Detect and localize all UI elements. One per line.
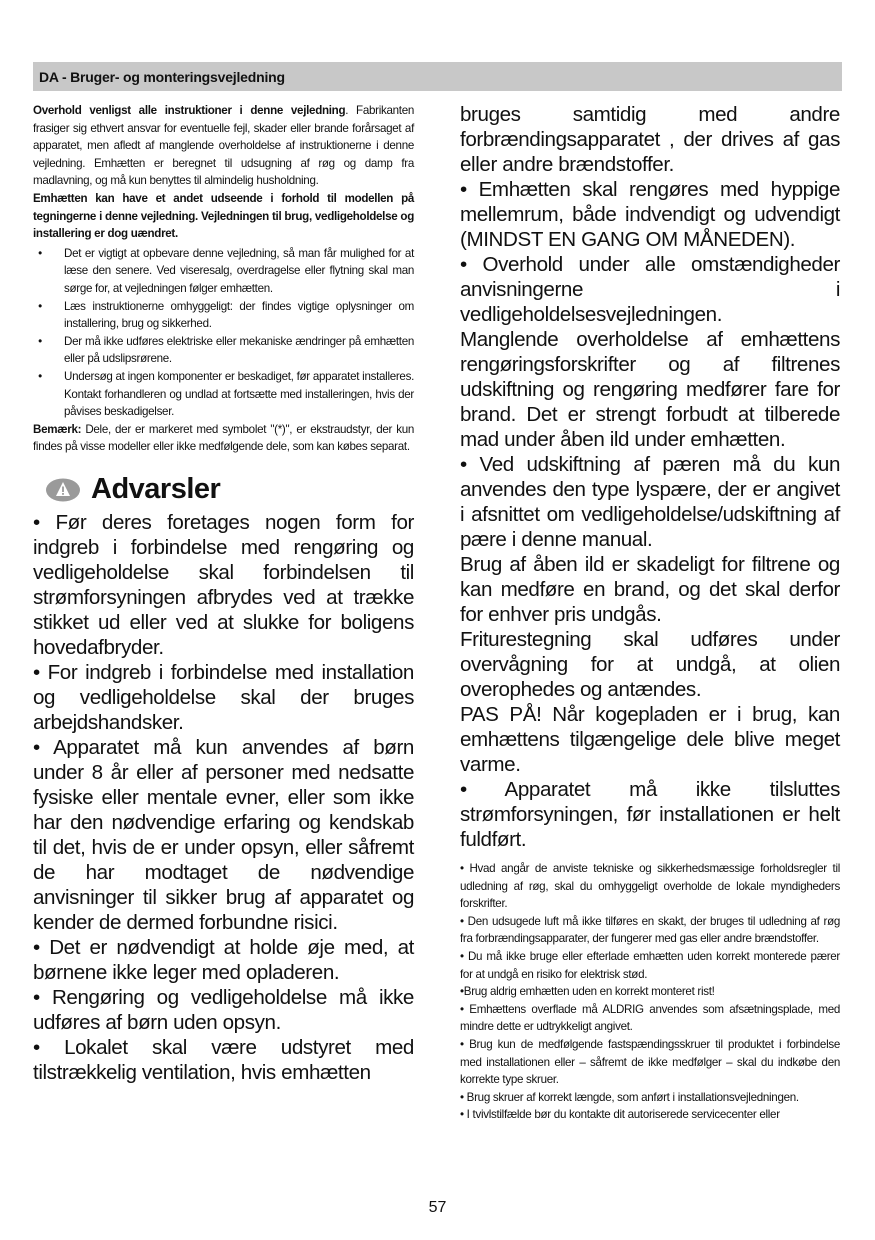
small-warning-paragraph: • I tvivlstilfælde bør du kontakte dit autoriserede servicecenter eller	[460, 1108, 780, 1122]
list-item: • Det er vigtigt at opbevare denne vejledning, så man får mulighed for at læse den senere. Ved viseresalg, overdragelse eller flytning skal man sørge for, at vejledningen følger emhætten.	[38, 246, 414, 295]
warning-icon	[45, 478, 81, 502]
list-item-text: Læs instruktionerne omhyggeligt: der findes vigtige oplysninger om installering, brug og sikkerhed.	[64, 299, 414, 331]
list-item: • Der må ikke udføres elektriske eller mekaniske ændringer på emhætten eller på udslipsrørene.	[38, 334, 414, 366]
list-item: • Læs instruktionerne omhyggeligt: der findes vigtige oplysninger om installering, brug og sikkerhed.	[38, 299, 414, 331]
intro-bold-text: Emhætten kan have et andet udseende i forhold til modellen på tegningerne i denne vejledning. Vejledningen til brug, vedligeholdelse og installering er dog uændret.	[33, 191, 414, 241]
warning-paragraph: Friturestegning skal udføres under overvågning for at undgå, at olien overophedes og antændes.	[460, 628, 840, 701]
page-number: 57	[428, 1199, 447, 1216]
right-column	[460, 102, 840, 1124]
warning-paragraph: • For indgreb i forbindelse med installation og vedligeholdelse skal der bruges arbejdshandsker.	[33, 660, 414, 734]
warning-paragraph: • Ved udskiftning af pæren må du kun anvendes den type lyspære, der er angivet i afsnittet om vedligeholdelse/udskiftning af pære i denne manual.	[460, 453, 840, 551]
intro-bold-paragraph	[33, 190, 414, 243]
small-warning-paragraph: •Brug aldrig emhætten uden en korrekt monteret rist!	[460, 985, 715, 999]
warning-paragraph: Manglende overholdelse af emhættens rengøringsforskrifter og af filtrenes udskiftning og rengøring medfører fare for brand. Det er strengt forbudt at tilberede mad under åben ild under emhætten.	[460, 328, 840, 451]
intro-bullet-list	[33, 245, 414, 421]
warning-paragraph: bruges samtidig med andre forbrændingsapparatet , der drives af gas eller andre brændstoffer.	[460, 103, 840, 176]
note-label: Bemærk:	[33, 422, 82, 436]
warning-paragraph: • Før deres foretages nogen form for indgreb i forbindelse med rengøring og vedligeholdelse skal forbindelsen til strømforsyningen afbrydes ved at trække stikket ud eller ved at slukke for boligens hovedafbryder.	[33, 510, 414, 659]
list-item: • Undersøg at ingen komponenter er beskadiget, før apparatet installeres. Kontakt forhandleren og undlad at fortsætte med installeringen, hvis der påvises beskadigelser.	[38, 369, 414, 419]
small-warning-paragraph: • Hvad angår de anviste tekniske og sikkerhedsmæssige forholdsregler til udledning af røg, skal du omhyggeligt overholde de lokale myndigheders forskrifter.	[460, 862, 840, 911]
note-paragraph	[33, 421, 414, 456]
warning-paragraph: PAS PÅ! Når kogepladen er i brug, kan emhættens tilgængelige dele blive meget varme.	[460, 703, 840, 776]
left-column	[33, 102, 414, 1085]
small-warning-paragraph: • Du må ikke bruge eller efterlade emhætten uden korrekt monterede pærer for at undgå en risiko for elektrisk stød.	[460, 949, 840, 981]
warnings-title: Advarsler	[91, 473, 221, 506]
intro-bold-lead: Overhold venligst alle instruktioner i denne vejledning	[33, 104, 346, 117]
list-item-text: Der må ikke udføres elektriske eller mekaniske ændringer på emhætten eller på udslipsrørene.	[64, 334, 414, 366]
note-text: Dele, der er markeret med symbolet "(*)", er ekstraudstyr, der kun findes på visse modeller eller ikke medfølgende dele, som kan købes separat.	[33, 422, 414, 454]
small-warning-paragraph: • Den udsugede luft må ikke tilføres en skakt, der bruges til udledning af røg fra forbrændingsapparater, der fungerer med gas eller andre brændstoffer.	[460, 914, 840, 946]
warning-paragraph: • Apparatet må kun anvendes af børn under 8 år eller af personer med nedsatte fysiske eller mentale evner, eller som ikke har den nødvendige erfaring og kendskab til det, hvis de er under opsyn, eller såfremt de har modtaget de nødvendige anvisninger til sikker brug af apparatet og kender de dermed forbundne risici.	[33, 735, 414, 934]
section-title: DA - Bruger- og monteringsvejledning	[39, 69, 285, 85]
small-warning-paragraph: • Brug kun de medfølgende fastspændingsskruer til produktet i forbindelse med installationen eller – såfremt de ikke medfølger – skal du indkøbe den korrekte type skruer.	[460, 1037, 840, 1087]
warning-paragraph: • Rengøring og vedligeholdelse må ikke udføres af børn uden opsyn.	[33, 985, 414, 1034]
list-item-text: Det er vigtigt at opbevare denne vejledning, så man får mulighed for at læse den senere. Ved viseresalg, overdragelse eller flytning skal man sørge for, at vejledningen følger emhætten.	[64, 246, 414, 295]
list-item-text: Undersøg at ingen komponenter er beskadiget, før apparatet installeres. Kontakt forhandleren og undlad at fortsætte med installeringen, hvis der påvises beskadigelser.	[64, 369, 414, 419]
warning-paragraph: • Det er nødvendigt at holde øje med, at børnene ikke leger med opladeren.	[33, 935, 414, 984]
warning-paragraph: Brug af åben ild er skadeligt for filtrene og kan medføre en brand, og det skal derfor for enhver pris undgås.	[460, 553, 840, 626]
warnings-heading	[33, 470, 414, 510]
small-warning-paragraph: • Brug skruer af korrekt længde, som anført i installationsvejledningen.	[460, 1090, 799, 1104]
warning-paragraph: • Lokalet skal være udstyret med tilstrækkelig ventilation, hvis emhætten	[33, 1035, 414, 1084]
warning-paragraph: • Apparatet må ikke tilsluttes strømforsyningen, før installationen er helt fuldført.	[460, 778, 840, 851]
warning-paragraph: • Overhold under alle omstændigheder anvisningerne i vedligeholdelsesvejledningen.	[460, 253, 840, 326]
intro-lead-rest: . Fabrikanten frasiger sig ethvert ansvar for eventuelle fejl, skader eller brande forårsaget af apparatet, men afledt af manglende overholdelse af instruktionerne i denne vejledning. Emhætten er beregnet til udsugning af røg og damp fra madlavning, og må kun benyttes til almindelig husholdning.	[33, 104, 414, 188]
small-warning-paragraph: • Emhættens overflade må ALDRIG anvendes som afsætningsplade, med mindre dette er udtrykkeligt angivet.	[460, 1002, 840, 1034]
warning-paragraph: • Emhætten skal rengøres med hyppige mellemrum, både indvendigt og udvendigt (MINDST EN GANG OM MÅNEDEN).	[460, 178, 840, 251]
intro-paragraph	[33, 102, 414, 190]
section-header-bar	[33, 62, 842, 91]
